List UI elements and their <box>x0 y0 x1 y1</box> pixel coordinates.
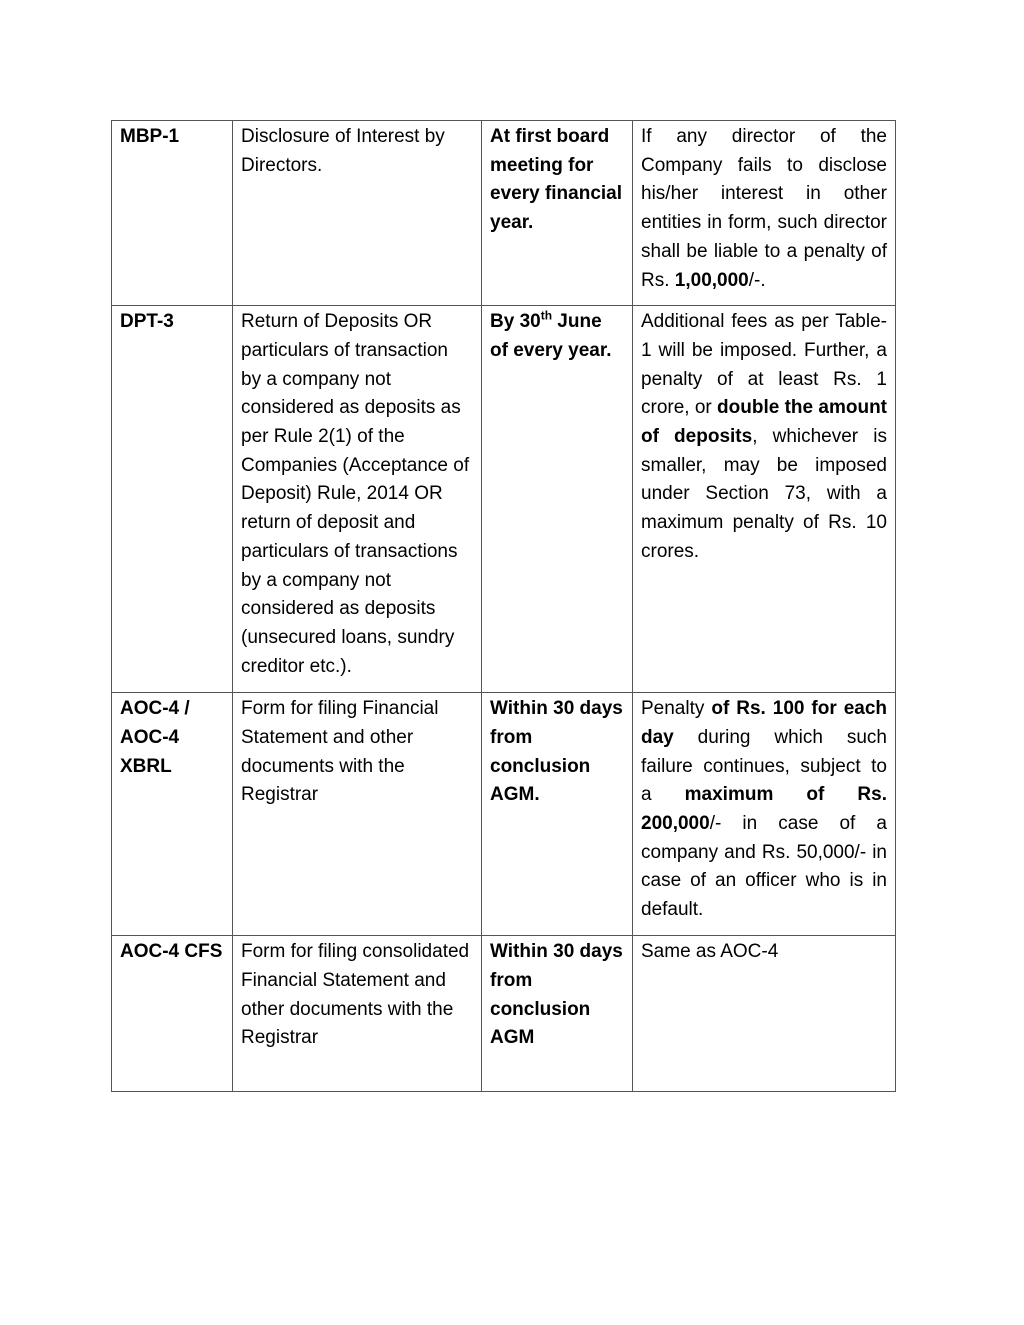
table-row <box>112 306 896 693</box>
compliance-forms-table <box>111 120 896 1092</box>
penalty-cell <box>633 306 896 693</box>
description-cell: Form for filing Financial Statement and other documents with the Registrar <box>233 693 482 936</box>
penalty-text: Additional fees as per Table-1 will be imposed. Further, a penalty of at least Rs. 1 crore, or <box>641 311 887 419</box>
ordinal-suffix: th <box>540 308 553 323</box>
penalty-text: /- in case of a company and Rs. 50,000/- in case of an officer who is in default. <box>641 813 887 921</box>
due-date-cell: Within 30 days from conclusion AGM. <box>482 693 633 936</box>
penalty-amount: 1,00,000 <box>674 269 749 291</box>
description-cell: Disclosure of Interest by Directors. <box>233 121 482 306</box>
table-row <box>112 936 896 1092</box>
penalty-amount: maximum of Rs. 200,000 <box>641 784 887 835</box>
form-name-cell: DPT-3 <box>112 306 233 693</box>
due-date-cell: Within 30 days from conclusion AGM <box>482 936 633 1092</box>
form-name-cell: AOC-4 CFS <box>112 936 233 1092</box>
due-date-cell <box>482 306 633 693</box>
penalty-cell <box>633 693 896 936</box>
form-name-cell: AOC-4 / AOC-4 XBRL <box>112 693 233 936</box>
penalty-text: , whichever is smaller, may be imposed under Section 73, with a maximum penalty of Rs. 10 crores. <box>641 426 887 562</box>
due-date-text: By 30 <box>490 311 541 333</box>
table-row <box>112 693 896 936</box>
penalty-emphasis: of Rs. 100 for each day <box>641 698 888 748</box>
due-date-text: June of every year. <box>490 311 612 361</box>
penalty-cell <box>633 936 896 1092</box>
penalty-cell <box>633 121 896 306</box>
penalty-emphasis: double the amount of deposits <box>641 397 887 448</box>
penalty-text: Penalty <box>641 698 712 720</box>
penalty-text: /-. <box>748 269 766 291</box>
penalty-text: during which such failure continues, subject to a <box>641 726 887 806</box>
form-name-cell: MBP-1 <box>112 121 233 306</box>
penalty-text: If any director of the Company fails to disclose his/her interest in other entities in form, such director shall be liable to a penalty of Rs. <box>641 126 887 291</box>
table-row <box>112 121 896 306</box>
description-cell: Form for filing consolidated Financial Statement and other documents with the Registrar <box>233 936 482 1092</box>
penalty-text: Same as AOC-4 <box>641 941 779 963</box>
description-cell: Return of Deposits OR particulars of transaction by a company not considered as deposits as per Rule 2(1) of the Companies (Acceptance of Deposit) Rule, 2014 OR return of deposit and particulars of transactions by a company not considered as deposits (unsecured loans, sundry creditor etc.). <box>233 306 482 693</box>
due-date-cell: At first board meeting for every financial year. <box>482 121 633 306</box>
